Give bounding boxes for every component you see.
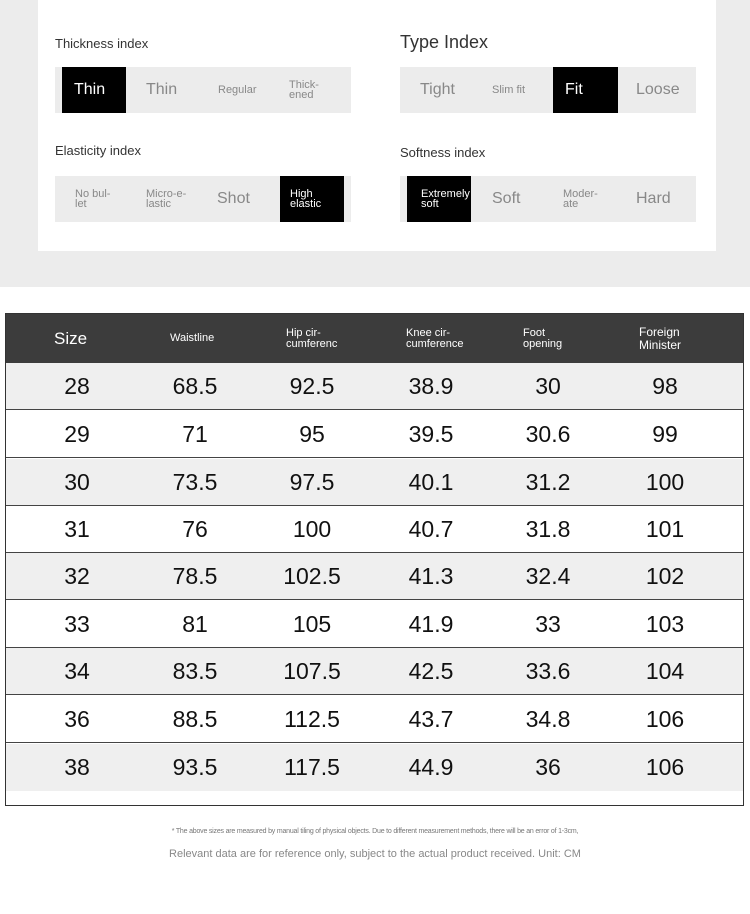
table-cell: 73.5	[172, 468, 218, 495]
table-cell: 28	[64, 372, 90, 399]
table-cell: 31	[64, 515, 90, 542]
table-cell: 33	[64, 610, 90, 637]
table-row	[6, 411, 743, 458]
header-foot-opening: Foot opening	[523, 326, 563, 350]
table-cell: 33	[535, 610, 561, 637]
table-cell: 71	[182, 420, 208, 447]
table-row	[6, 648, 743, 695]
table-cell: 34	[64, 657, 90, 684]
table-cell: 101	[645, 515, 685, 542]
measurement-note: * The above sizes are measured by manual tiling of physical objects. Due to different measurement methods, there will be an error of 1-3cm,	[171, 828, 579, 835]
table-cell: 81	[182, 610, 208, 637]
table-cell: 43.7	[408, 705, 454, 732]
header-hip-circumference: Hip cir- cumferenc	[286, 326, 338, 350]
table-cell: 32.4	[525, 562, 571, 589]
header-waistline: Waistline	[170, 332, 215, 344]
size-table	[5, 313, 744, 806]
table-cell: 93.5	[172, 753, 218, 780]
table-cell: 32	[64, 562, 90, 589]
table-row	[6, 744, 743, 791]
table-cell: 40.7	[408, 515, 454, 542]
table-cell: 42.5	[408, 657, 454, 684]
softness-option-hard: Hard	[636, 190, 671, 207]
table-cell: 88.5	[172, 705, 218, 732]
type-option-slim-fit: Slim fit	[492, 84, 525, 96]
table-row	[6, 459, 743, 506]
header-foreign-minister: Foreign Minister	[639, 324, 682, 352]
table-cell: 33.6	[525, 657, 571, 684]
thickness-index-scale	[55, 67, 351, 113]
elasticity-option-high-elastic-selected: High elastic	[280, 176, 344, 222]
table-cell: 31.8	[525, 515, 571, 542]
elasticity-index-scale	[55, 176, 351, 222]
table-cell: 83.5	[172, 657, 218, 684]
table-cell: 68.5	[172, 372, 218, 399]
table-cell: 117.5	[284, 753, 340, 780]
type-option-tight: Tight	[420, 81, 455, 98]
table-cell: 103	[645, 610, 685, 637]
table-cell: 107.5	[283, 657, 341, 684]
type-option-loose: Loose	[636, 81, 680, 98]
table-cell: 95	[299, 420, 325, 447]
table-cell: 106	[645, 753, 685, 780]
table-cell: 76	[182, 515, 208, 542]
table-cell: 40.1	[408, 468, 454, 495]
table-cell: 30	[64, 468, 90, 495]
header-knee-circumference: Knee cir- cumference	[406, 326, 464, 350]
table-cell: 106	[645, 705, 685, 732]
size-table-header	[6, 314, 743, 363]
table-cell: 112.5	[284, 705, 340, 732]
table-row	[6, 506, 743, 553]
table-cell: 36	[535, 753, 561, 780]
table-cell: 36	[64, 705, 90, 732]
table-cell: 41.3	[408, 562, 454, 589]
table-cell: 98	[652, 372, 678, 399]
elasticity-option-no-bullet: No bul- let	[75, 188, 111, 210]
type-option-fit-selected: Fit	[553, 67, 618, 113]
softness-option-moderate: Moder- ate	[563, 188, 598, 210]
table-cell: 34.8	[525, 705, 571, 732]
table-cell: 104	[645, 657, 685, 684]
table-cell: 92.5	[289, 372, 335, 399]
elasticity-option-shot: Shot	[217, 190, 250, 207]
table-cell: 29	[64, 420, 90, 447]
table-cell: 105	[292, 610, 332, 637]
thickness-option-regular: Regular	[218, 84, 257, 96]
table-row	[6, 553, 743, 600]
table-cell: 100	[645, 468, 685, 495]
softness-index-title: Softness index	[400, 145, 486, 160]
table-cell: 100	[292, 515, 332, 542]
type-index-scale	[400, 67, 696, 113]
table-cell: 102	[645, 562, 685, 589]
thickness-index-title: Thickness index	[55, 36, 149, 51]
reference-note: Relevant data are for reference only, subject to the actual product received. Unit: CM	[169, 848, 581, 860]
table-row	[6, 696, 743, 743]
softness-option-soft: Soft	[492, 190, 521, 207]
table-row	[6, 363, 743, 410]
table-cell: 102.5	[283, 562, 341, 589]
thickness-option-thickened: Thick- ened	[289, 79, 319, 101]
table-cell: 44.9	[408, 753, 454, 780]
table-cell: 78.5	[172, 562, 218, 589]
table-cell: 31.2	[525, 468, 571, 495]
header-size: Size	[54, 329, 88, 348]
table-cell: 41.9	[408, 610, 454, 637]
table-cell: 30	[535, 372, 561, 399]
table-cell: 97.5	[289, 468, 335, 495]
table-cell: 39.5	[408, 420, 454, 447]
thickness-option-thin: Thin	[146, 81, 178, 98]
table-cell: 38.9	[408, 372, 454, 399]
table-cell: 99	[652, 420, 678, 447]
thickness-option-thin-selected: Thin	[62, 67, 126, 113]
table-cell: 30.6	[525, 420, 571, 447]
table-row	[6, 601, 743, 648]
type-index-title: Type Index	[400, 32, 489, 52]
elasticity-index-title: Elasticity index	[55, 143, 141, 158]
softness-option-extremely-soft-selected: Extremely soft	[407, 176, 471, 222]
elasticity-option-micro-elastic: Micro-e- lastic	[146, 188, 187, 210]
softness-index-scale	[400, 176, 696, 222]
table-cell: 38	[64, 753, 90, 780]
